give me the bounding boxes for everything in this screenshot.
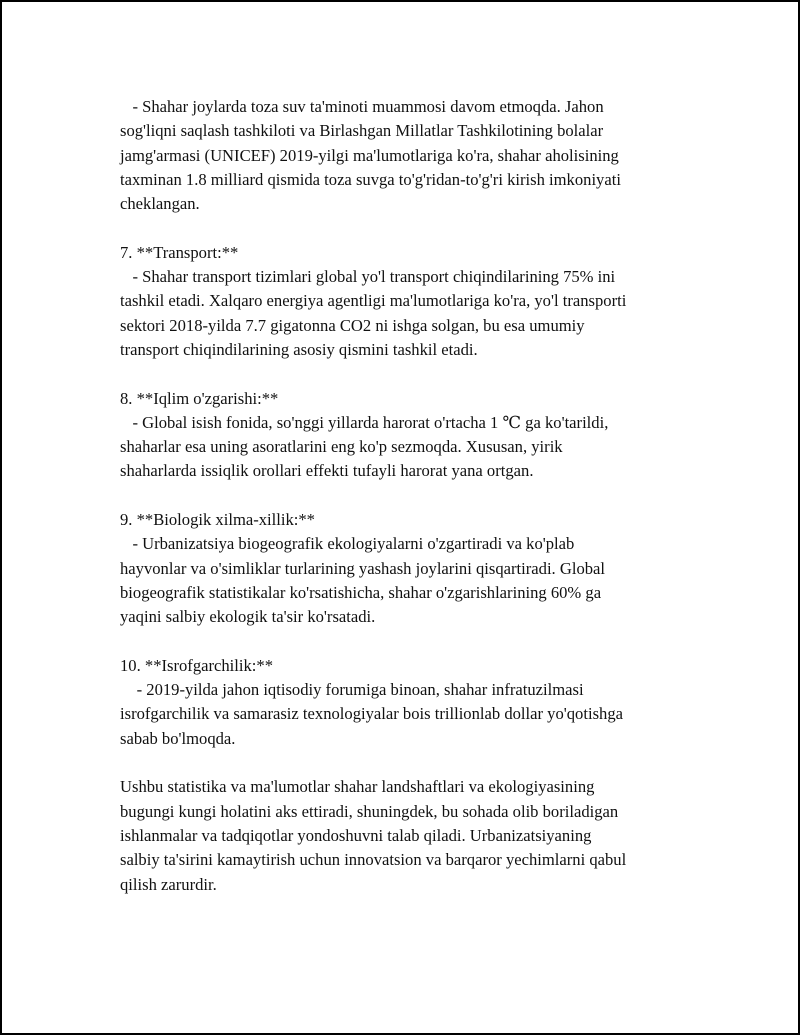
text-line: tashkil etadi. Xalqaro energiya agentligi ma'lumotlariga ko'ra, yo'l transporti	[120, 291, 627, 311]
text-line: shaharlar esa uning asoratlarini eng ko'p sezmoqda. Xususan, yirik	[120, 437, 563, 457]
text-line: bugungi kungi holatini aks ettiradi, shuningdek, bu sohada olib boriladigan	[120, 801, 619, 821]
text-line: biogeografik statistikalar ko'rsatishicha, shahar o'zgarishlarining 60% ga	[120, 582, 602, 602]
text-line: sektori 2018-yilda 7.7 gigatonna CO2 ni ishga solgan, bu esa umumiy	[120, 315, 585, 335]
transport-section	[120, 241, 680, 362]
climate-change-section	[120, 387, 680, 484]
text-line: yaqini salbiy ekologik ta'sir ko'rsatadi.	[120, 607, 376, 627]
paragraph-gap	[120, 751, 680, 775]
paragraph-gap	[120, 216, 680, 240]
text-line: - 2019-yilda jahon iqtisodiy forumiga binoan, shahar infratuzilmasi	[120, 680, 584, 700]
text-line: 9. **Biologik xilma-xillik:**	[120, 510, 315, 530]
document-body	[120, 95, 680, 897]
text-line: 10. **Isrofgarchilik:**	[120, 655, 273, 675]
text-line: jamg'armasi (UNICEF) 2019-yilgi ma'lumotlariga ko'ra, shahar aholisining	[120, 145, 619, 165]
text-line: ishlanmalar va tadqiqotlar yondoshuvni talab qiladi. Urbanizatsiyaning	[120, 825, 592, 845]
text-line: 8. **Iqlim o'zgarishi:**	[120, 388, 279, 408]
text-line: shaharlarda issiqlik orollari effekti tufayli harorat yana ortgan.	[120, 461, 534, 481]
text-line: 7. **Transport:**	[120, 242, 239, 262]
text-line: sog'liqni saqlash tashkiloti va Birlashgan Millatlar Tashkilotining bolalar	[120, 121, 604, 141]
text-line: hayvonlar va o'simliklar turlarining yashash joylarini qisqartiradi. Global	[120, 558, 606, 578]
text-line: - Urbanizatsiya biogeografik ekologiyalarni o'zgartiradi va ko'plab	[120, 534, 575, 554]
paragraph-gap	[120, 630, 680, 654]
paragraph-gap	[120, 362, 680, 386]
text-line: - Shahar transport tizimlari global yo'l transport chiqindilarining 75% ini	[120, 267, 616, 287]
paragraph-gap	[120, 484, 680, 508]
text-line: - Shahar joylarda toza suv ta'minoti muammosi davom etmoqda. Jahon	[120, 97, 604, 116]
text-line: Ushbu statistika va ma'lumotlar shahar landshaftlari va ekologiyasining	[120, 777, 595, 797]
text-line: taxminan 1.8 milliard qismida toza suvga to'g'ridan-to'g'ri kirish imkoniyati	[120, 169, 621, 189]
text-line: transport chiqindilarining asosiy qismini tashkil etadi.	[120, 339, 478, 359]
conclusion-paragraph	[120, 775, 680, 896]
text-line: salbiy ta'sirini kamaytirish uchun innovatsion va barqaror yechimlarni qabul	[120, 850, 627, 870]
waste-section	[120, 654, 680, 751]
text-line: qilish zarurdir.	[120, 874, 217, 894]
text-line: - Global isish fonida, so'nggi yillarda harorat o'rtacha 1 ℃ ga ko'tarildi,	[120, 412, 609, 432]
text-line: isrofgarchilik va samarasiz texnologiyalar bois trillionlab dollar yo'qotishga	[120, 704, 623, 724]
text-line: cheklangan.	[120, 194, 200, 214]
biodiversity-section	[120, 508, 680, 629]
text-line: sabab bo'lmoqda.	[120, 728, 236, 748]
water-supply-paragraph	[120, 95, 680, 216]
